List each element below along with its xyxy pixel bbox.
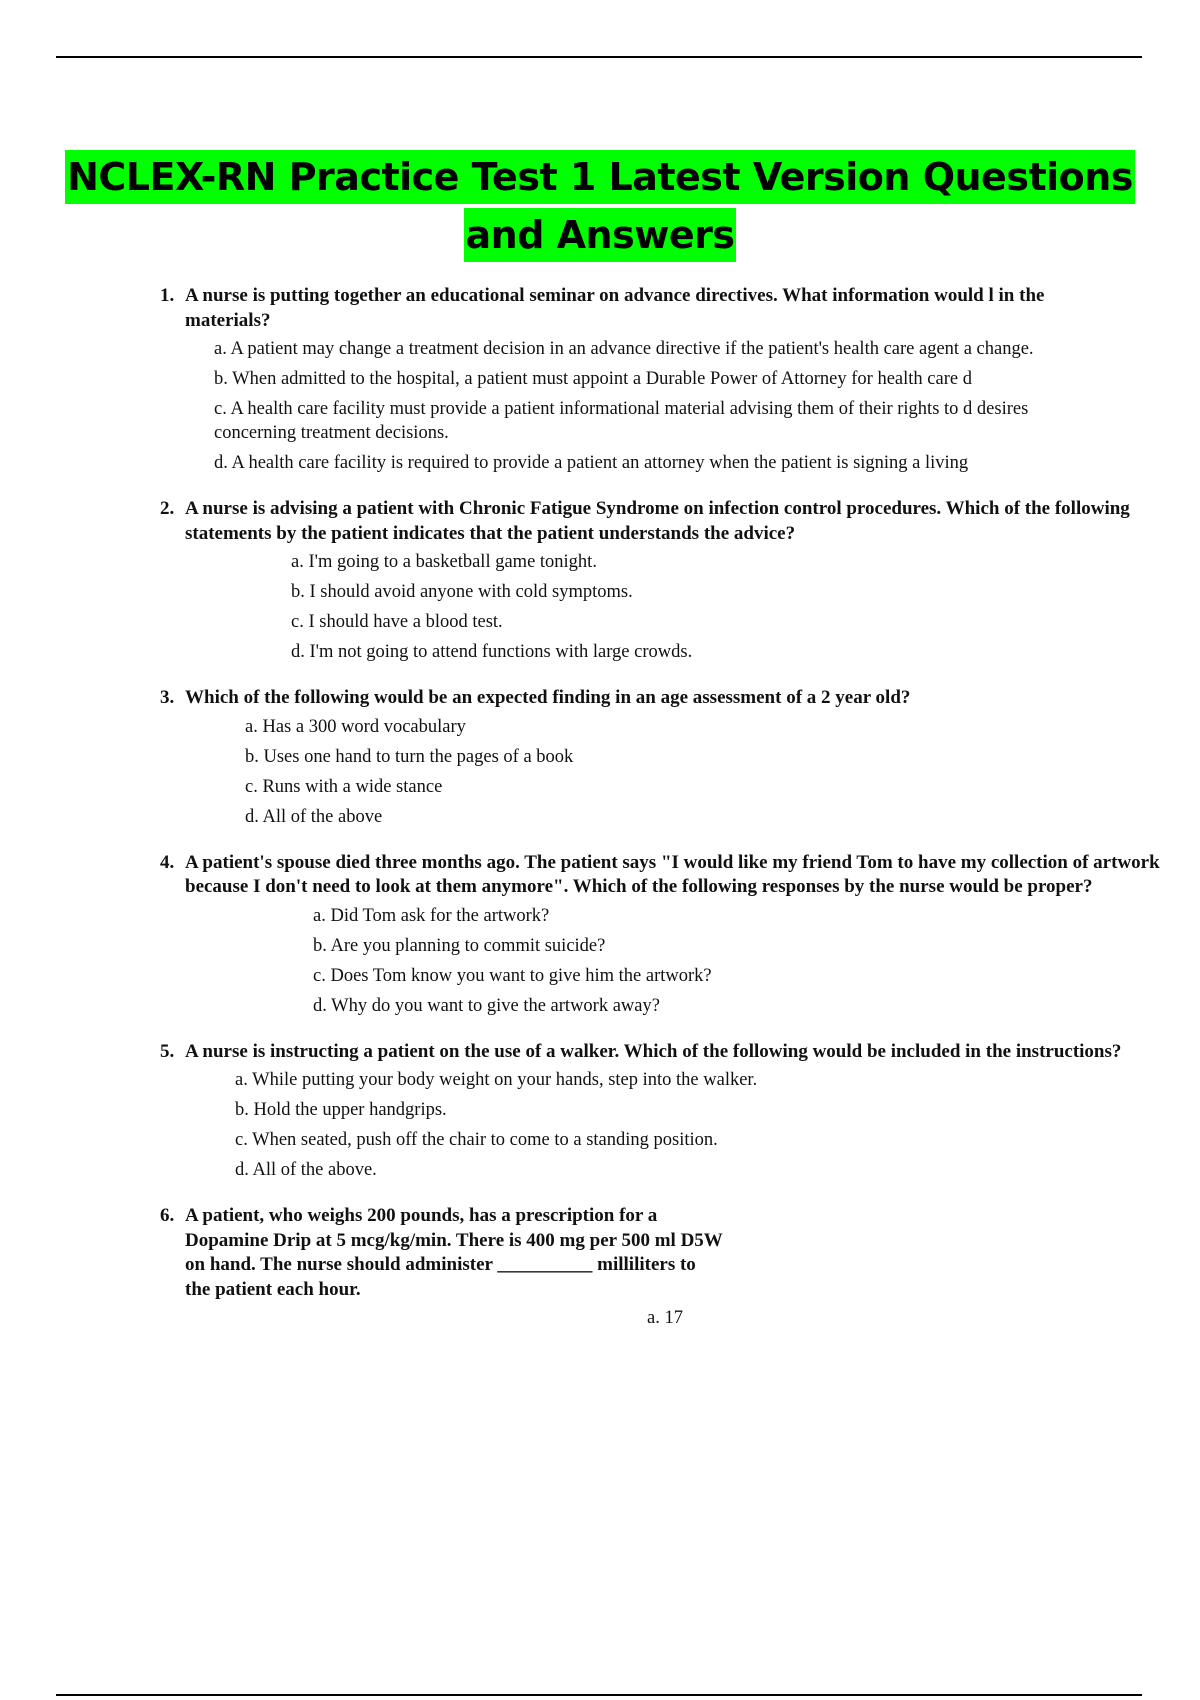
option-c: c. Does Tom know you want to give him the artwork? bbox=[313, 965, 712, 986]
document-title bbox=[0, 150, 1200, 262]
option-d: d. A health care facility is required to provide a patient an attorney when the patient is signing a living bbox=[214, 453, 969, 473]
title-line-1: NCLEX-RN Practice Test 1 Latest Version Questions bbox=[65, 150, 1135, 204]
option-a: a. Did Tom ask for the artwork? bbox=[313, 905, 550, 926]
option-list bbox=[214, 337, 1084, 475]
option-c: c. When seated, push off the chair to come to a standing position. bbox=[235, 1130, 718, 1150]
option-b: b. Are you planning to commit suicide? bbox=[313, 935, 606, 956]
option-a: a. A patient may change a treatment decision in an advance directive if the patient's health care agent a change. bbox=[214, 339, 1034, 359]
option-d: d. Why do you want to give the artwork away? bbox=[313, 995, 660, 1016]
question-text: A nurse is instructing a patient on the use of a walker. Which of the following would be included in the instructions? bbox=[185, 1040, 1122, 1062]
question-3 bbox=[160, 686, 1170, 829]
question-stem bbox=[160, 851, 1175, 900]
option-a: a. While putting your body weight on your hands, step into the walker. bbox=[235, 1070, 758, 1090]
question-text: A patient, who weighs 200 pounds, has a prescription for a Dopamine Drip at 5 mcg/kg/min. There is 400 mg per 500 ml D5W on hand. The nurse should administer __________ milliliters to the patient each hour. bbox=[185, 1205, 723, 1300]
question-4 bbox=[160, 851, 1170, 1018]
question-number: 5. bbox=[160, 1040, 175, 1062]
question-5 bbox=[160, 1040, 1170, 1183]
option-list bbox=[647, 1306, 1170, 1330]
option-c: c. Runs with a wide stance bbox=[245, 776, 443, 797]
option-b: b. When admitted to the hospital, a patient must appoint a Durable Power of Attorney for health care d bbox=[214, 369, 972, 389]
question-text: A nurse is advising a patient with Chronic Fatigue Syndrome on infection control procedures. Which of the following statements by the patient indicates that the patient understands the advice? bbox=[185, 498, 1130, 544]
option-a: a. I'm going to a basketball game tonight. bbox=[291, 552, 597, 572]
question-stem bbox=[160, 1204, 1170, 1302]
bottom-rule bbox=[56, 1694, 1142, 1696]
question-stem bbox=[160, 284, 1085, 333]
question-stem bbox=[160, 1040, 1175, 1065]
option-b: b. Uses one hand to turn the pages of a book bbox=[245, 746, 574, 767]
option-c: c. I should have a blood test. bbox=[291, 612, 503, 632]
option-list bbox=[235, 1068, 1170, 1182]
question-number: 1. bbox=[160, 285, 175, 306]
option-a: a. Has a 300 word vocabulary bbox=[245, 716, 466, 737]
option-b: b. Hold the upper handgrips. bbox=[235, 1100, 447, 1120]
question-6 bbox=[160, 1204, 1170, 1330]
question-text: A nurse is putting together an educational seminar on advance directives. What information would l in the materials? bbox=[185, 285, 1045, 331]
question-text: A patient's spouse died three months ago. The patient says "I would like my friend Tom to have my collection of artwork because I don't need to look at them anymore". Which of the following responses by the nurse would be proper? bbox=[185, 851, 1160, 897]
question-2 bbox=[160, 497, 1170, 664]
question-text: Which of the following would be an expected finding in an age assessment of a 2 year old? bbox=[185, 687, 911, 708]
option-a: a. 17 bbox=[647, 1308, 683, 1328]
question-stem bbox=[160, 686, 1175, 711]
question-number: 2. bbox=[160, 498, 175, 519]
question-number: 3. bbox=[160, 687, 175, 708]
top-rule bbox=[56, 56, 1142, 58]
question-number: 6. bbox=[160, 1205, 175, 1226]
option-d: d. All of the above bbox=[245, 806, 383, 827]
option-list bbox=[313, 904, 1170, 1018]
option-b: b. I should avoid anyone with cold symptoms. bbox=[291, 582, 633, 602]
question-1 bbox=[160, 284, 1170, 475]
title-line-2: and Answers bbox=[464, 208, 737, 262]
option-d: d. All of the above. bbox=[235, 1160, 377, 1180]
question-stem bbox=[160, 497, 1175, 546]
option-c: c. A health care facility must provide a patient informational material advising them of their rights to d desires concerning treatment decisions. bbox=[214, 399, 1029, 443]
question-number: 4. bbox=[160, 851, 175, 873]
option-d: d. I'm not going to attend functions with large crowds. bbox=[291, 642, 693, 662]
option-list bbox=[245, 715, 1170, 829]
option-list bbox=[291, 550, 1170, 664]
question-list bbox=[160, 284, 1170, 1352]
